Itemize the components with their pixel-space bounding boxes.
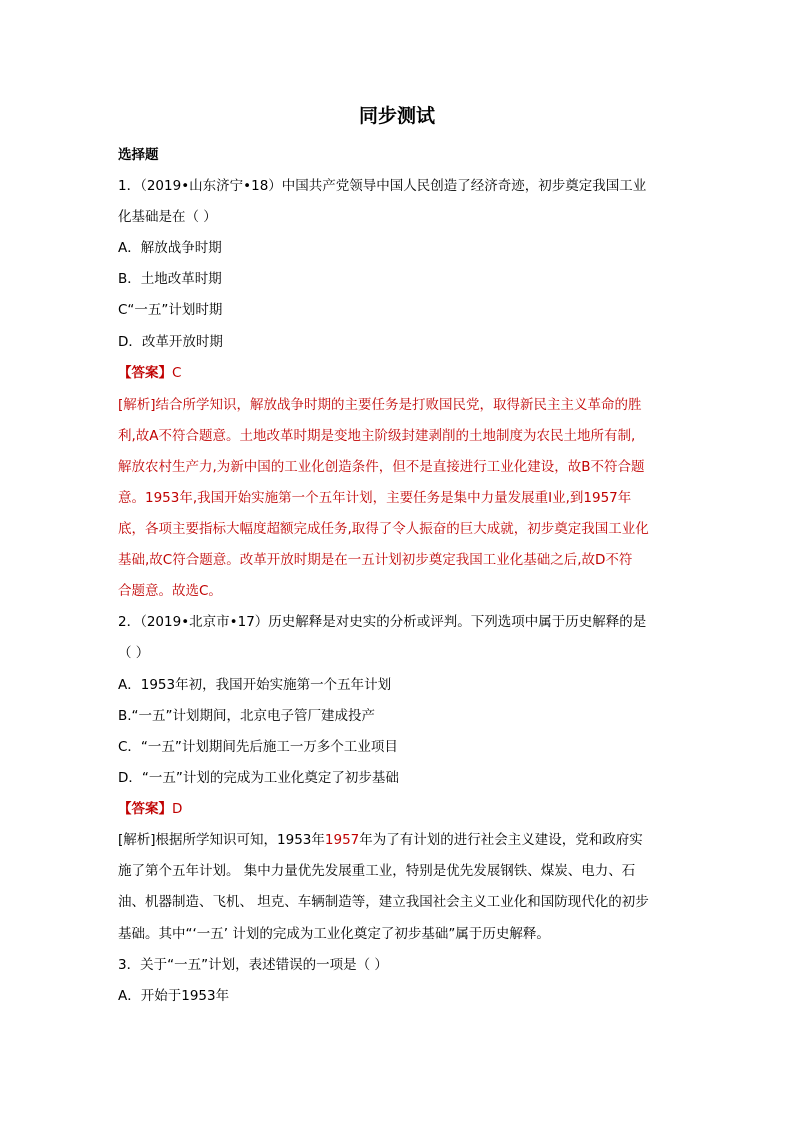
q3-stem-line-1: 3．关于“一五”计划，表述错误的一项是（ ） — [118, 957, 388, 973]
q2-expl-year: 1957 — [324, 832, 360, 848]
q2-option-b: B.“一五”计划期间，北京电子管厂建成投产 — [118, 708, 376, 724]
q1-explanation-line-2: 利,故A不符合题意。土地改革时期是变地主阶级封建剥削的土地制度为农民土地所有制, — [118, 428, 636, 444]
q2-expl-part-1: [解析]根据所学知识可知，1953年 — [118, 832, 325, 848]
q2-explanation-line-4: 基础。其中“‘一五’ 计划的完成为工业化奠定了初步基础”属于历史解释。 — [118, 926, 550, 942]
q1-option-d: D．改革开放时期 — [118, 334, 223, 350]
q2-stem-line-1: 2．（2019•北京市•17）历史解释是对史实的分析或评判。下列选项中属于历史解释的是 — [118, 614, 647, 630]
q1-option-a: A．解放战争时期 — [118, 240, 222, 256]
q2-option-a: A．1953年初，我国开始实施第一个五年计划 — [118, 677, 392, 693]
q1-explanation-line-1: [解析]结合所学知识，解放战争时期的主要任务是打败国民党，取得新民主主义革命的胜 — [118, 397, 642, 413]
page-title: 同步测试 — [358, 105, 435, 127]
q1-answer — [118, 363, 181, 383]
q2-explanation-line-1 — [118, 830, 643, 850]
q1-option-c: C“一五”计划时期 — [118, 302, 223, 318]
q1-explanation-line-4: 意。1953年,我国开始实施第一个五年计划，主要任务是集中力量发展重Ⅰ业,到1957年 — [118, 490, 632, 506]
q2-stem-line-2: （ ） — [118, 645, 150, 661]
q2-option-d: D．“一五”计划的完成为工业化奠定了初步基础 — [118, 770, 399, 786]
q1-explanation-line-5: 底，各项主要指标大幅度超额完成任务,取得了令人振奋的巨大成就，初步奠定我国工业化 — [118, 521, 649, 537]
q2-answer-tag: 【答案】 — [118, 801, 172, 817]
q1-explanation-line-7: 合题意。故选C。 — [118, 583, 222, 599]
q2-explanation-line-2: 施了第个五年计划。 集中力量优先发展重工业，特别是优先发展钢铁、煤炭、电力、石 — [118, 863, 636, 879]
q3-option-a: A．开始于1953年 — [118, 988, 230, 1004]
section-heading: 选择题 — [118, 147, 159, 163]
q1-answer-value: C — [172, 365, 182, 381]
q1-stem-line-2: 化基础是在（ ） — [118, 209, 217, 225]
q1-answer-tag: 【答案】 — [118, 365, 172, 381]
q2-expl-part-2: 年为了有计划的进行社会主义建设，党和政府实 — [359, 832, 643, 848]
q1-explanation-line-6: 基础,故C符合题意。改革开放时期是在一五计划初步奠定我国工业化基础之后,故D不符 — [118, 552, 633, 568]
q2-answer — [118, 799, 182, 819]
q2-answer-value: D — [172, 801, 183, 817]
q2-explanation-line-3: 油、机器制造、飞机、 坦克、车辆制造等，建立我国社会主义工业化和国防现代化的初步 — [118, 894, 649, 910]
q1-explanation-line-3: 解放农村生产力,为新中国的工业化创造条件，但不是直接进行工业化建设，故B不符合题 — [118, 459, 645, 475]
q1-option-b: B．土地改革时期 — [118, 271, 222, 287]
q1-stem-line-1: 1．（2019•山东济宁•18）中国共产党领导中国人民创造了经济奇迹，初步奠定我国工业 — [118, 178, 647, 194]
q2-option-c: C．“一五”计划期间先后施工一万多个工业项目 — [118, 739, 398, 755]
